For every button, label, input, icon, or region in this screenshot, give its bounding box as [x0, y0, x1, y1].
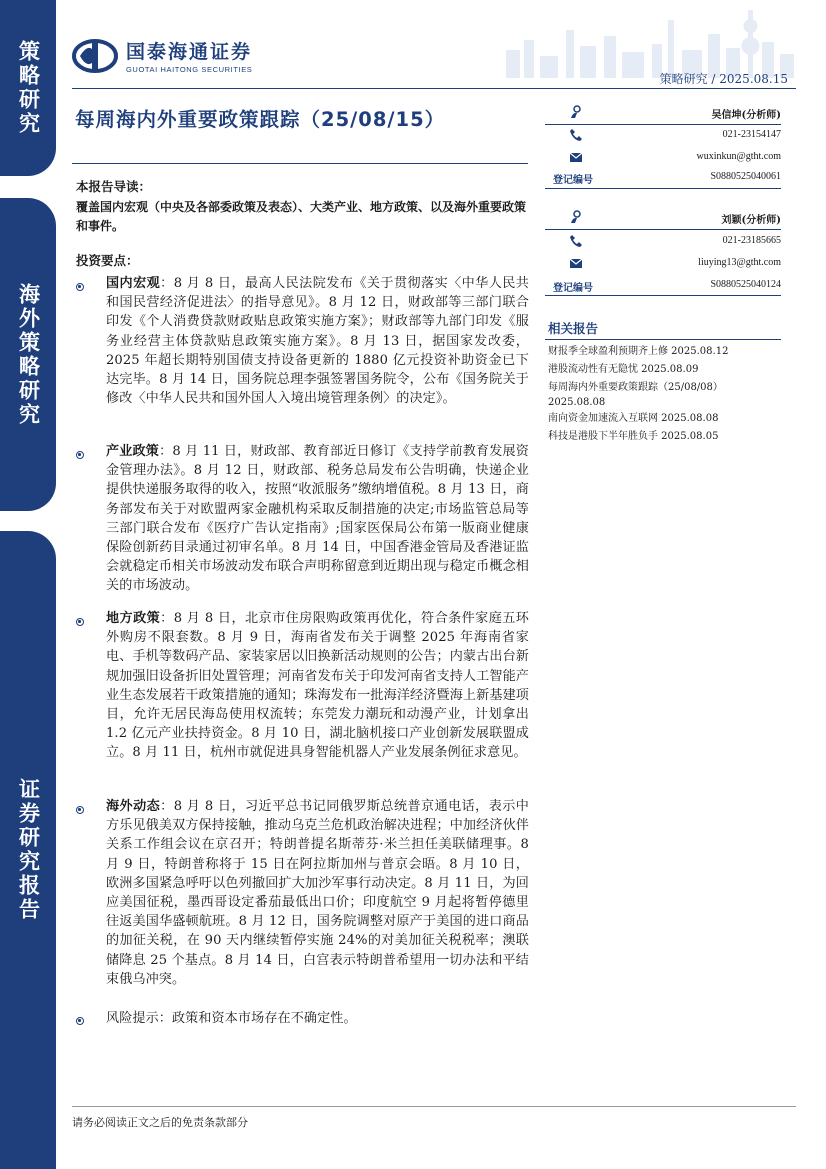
bullet-icon: [76, 806, 84, 814]
related-reports-heading: 相关报告: [548, 321, 599, 336]
bullet-icon: [76, 451, 84, 459]
footer-divider: [72, 1106, 796, 1107]
analyst-1-email-row: wuxinkun@gtht.com: [545, 148, 781, 170]
related-report-item[interactable]: 港股流动性有无隐忧 2025.08.09: [548, 364, 699, 375]
email-icon: [569, 256, 583, 270]
email-icon: [569, 150, 583, 164]
analyst-divider: [545, 188, 781, 189]
brand-name-cn: 国泰海通证券: [126, 41, 253, 63]
brand-name-en: GUOTAI HAITONG SECURITIES: [126, 65, 253, 74]
analyst-2-phone-row: 021-23185665: [545, 232, 781, 254]
related-report-item[interactable]: 每周海内外重要政策跟踪（25/08/08）: [548, 382, 723, 393]
point-domestic-macro: 国内宏观：8 月 8 日，最高人民法院发布《关于贯彻落实〈中华人民共和国民营经济促进法〉的指导意见》。8 月 12 日，财政部等三部门联合印发《个人消费贷款财政贴息政策实施方案》；财政部等九部门印发《服务业经营主体贷款贴息政策实施方案》。8 月 13 日，据国家发改委，2025 年超长期特别国债支持设备更新的 1880 亿元投资补助资金已下达完毕。8 月 14 日，国务院总理李强签署国务院令，公布《国务院关于修改〈中华人民共和国外国人入境出境管理条例〉的决定》。: [106, 276, 529, 407]
analyst-2-registration-row: 登记编号 S0880525040124: [553, 279, 781, 294]
header-divider: [72, 88, 796, 89]
analyst-1-phone-row: 021-23154147: [545, 126, 781, 148]
brand-logo: [72, 37, 252, 74]
related-report-item[interactable]: 南向资金加速流入互联网 2025.08.08: [548, 413, 719, 424]
intro-heading: 本报告导读：: [76, 179, 152, 194]
header-meta: 策略研究 / 2025.08.15: [659, 72, 788, 86]
bullet-icon: [76, 1017, 84, 1025]
analyst-1-registration-row: 登记编号 S0880525040061: [553, 171, 781, 186]
point-local-policy: 地方政策：8 月 8 日，北京市住房限购政策再优化，符合条件家庭五环外购房不限套数。8 月 9 日，海南省发布关于调整 2025 年海南省家电、手机等数码产品、家装家居以旧换新活动规则的公告；内蒙古出台新规加强旧设备折旧处置管理；河南省发布关于印发河南省支持人工智能产业生态发展若干政策措施的通知；珠海发布一批海洋经济暨海上新基建项目，允许无居民海岛使用权流转；东莞发力潮玩和动漫产业，计划拿出 1.2 亿元产业扶持资金。8 月 10 日，湖北脑机接口产业创新发展联盟成立。8 月 11 日，杭州市就促进具身智能机器人产业发展条例征求意见。: [106, 611, 529, 761]
point-industry-policy: 产业政策：8 月 11 日，财政部、教育部近日修订《支持学前教育发展资金管理办法》。8 月 12 日，财政部、税务总局发布公告明确，快递企业提供快递服务取得的收入，按照“收派服务”缴纳增值税。8 月 13 日，商务部发布关于对欧盟两家金融机构采取反制措施的决定;市场监管总局等三部门联合发布《医疗广告认定指南》;国家医保局公布第一版商业健康保险创新药目录通过初审名单。8 月 14 日，中国香港金管局及香港证监会就稳定币相关市场波动发布联合声明称留意到近期出现与稳定币概念相关的市场波动。: [106, 444, 529, 594]
company-logo-icon: [72, 39, 118, 73]
key-points-heading: 投资要点：: [76, 253, 139, 268]
sidebar-tab-strategy: 策略研究: [0, 0, 56, 176]
person-icon: [569, 210, 583, 224]
related-report-item[interactable]: 财报季全球盈利预期齐上修 2025.08.12: [548, 346, 729, 357]
risk-warning: 风险提示：政策和资本市场存在不确定性。: [106, 1011, 357, 1026]
analyst-divider: [545, 295, 781, 296]
sidebar-tab-overseas: 海外策略研究: [0, 198, 56, 511]
bullet-icon: [76, 618, 84, 626]
related-reports-divider: [545, 339, 781, 340]
phone-icon: [569, 234, 583, 248]
related-report-item-date: 2025.08.08: [548, 397, 606, 408]
skyline-illustration: [496, 0, 796, 78]
person-icon: [569, 105, 583, 119]
intro-text: 覆盖国内宏观（中央及各部委政策及表态）、大类产业、地方政策、以及海外重要政策和事件。: [76, 200, 527, 233]
related-report-item[interactable]: 科技是港股下半年胜负手 2025.08.05: [548, 431, 719, 442]
sidebar-tab-report: 证券研究报告: [0, 531, 56, 1169]
point-overseas: 海外动态：8 月 8 日，习近平总书记同俄罗斯总统普京通电话，表示中方乐见俄美双方保持接触，推动乌克兰危机政治解决进程；中加经济伙伴关系工作组会议在京召开；特朗普提名斯蒂芬·米兰担任美联储理事。8 月 9 日，特朗普称将于 15 日在阿拉斯加州与普京会晤。8 月 10 日，欧洲多国紧急呼吁以色列撤回扩大加沙军事行动决定。8 月 11 日，为回应美国征税，墨西哥设定番茄最低出口价；印度航空 9 月起将暂停德里往返美国华盛顿航班。8 月 12 日，国务院调整对原产于美国的进口商品的加征关税，在 90 天内继续暂停实施 24%的对美加征关税税率；澳联储降息 25 个基点。8 月 14 日，白宫表示特朗普希望用一切办法和平结束俄乌冲突。: [106, 799, 529, 987]
report-title: 每周海内外重要政策跟踪（25/08/15）: [75, 108, 446, 131]
phone-icon: [569, 128, 583, 142]
analyst-1-name-row: 吴信坤(分析师): [545, 103, 781, 125]
analyst-2-email-row: liuying13@gtht.com: [545, 254, 781, 276]
analyst-divider: [545, 229, 781, 230]
bullet-icon: [76, 283, 84, 291]
analyst-2-name-row: 刘颖(分析师): [545, 208, 781, 230]
analyst-divider: [545, 124, 781, 125]
title-divider: [72, 163, 528, 164]
disclaimer-notice: 请务必阅读正文之后的免责条款部分: [72, 1116, 248, 1129]
